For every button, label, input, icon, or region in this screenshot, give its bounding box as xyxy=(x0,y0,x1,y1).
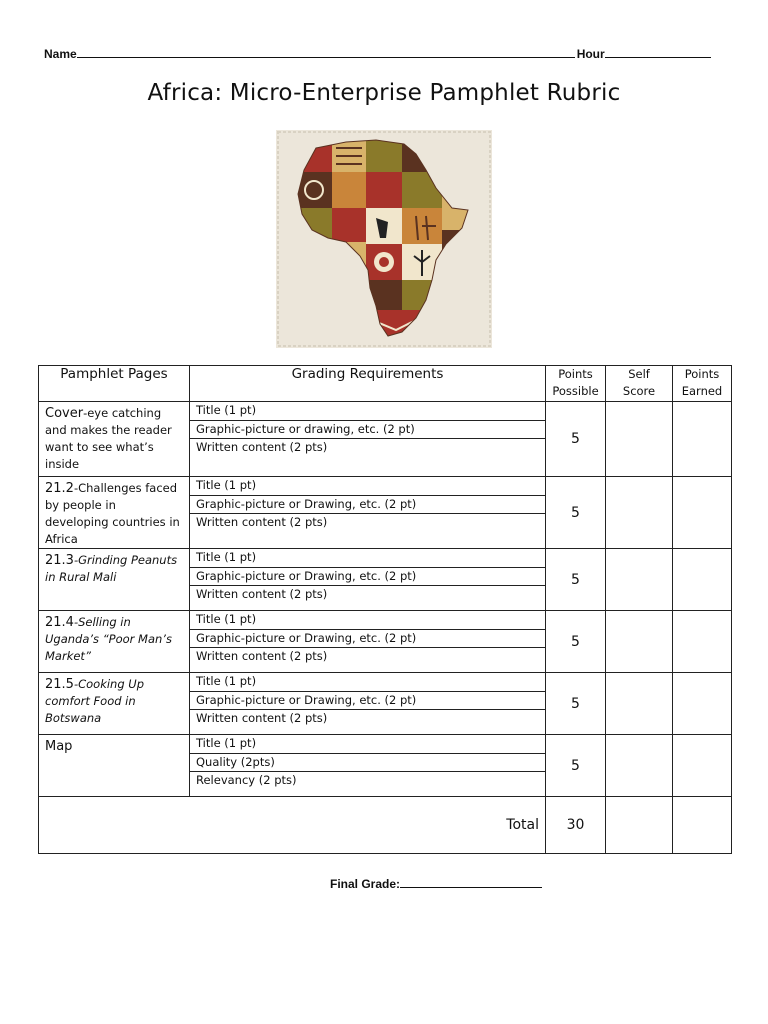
page-cell-21-4 xyxy=(39,611,190,673)
self-score-field[interactable] xyxy=(606,611,673,673)
requirement-item: Graphic-picture or Drawing, etc. (2 pt) xyxy=(190,692,545,711)
points-possible: 5 xyxy=(546,735,606,797)
points-earned-field[interactable] xyxy=(673,549,732,611)
requirements-cell xyxy=(190,402,546,477)
requirement-item: Written content (2 pts) xyxy=(196,587,328,601)
header-points-earned-line2: Earned xyxy=(681,384,723,398)
rubric-table xyxy=(38,365,732,854)
requirement-item: Relevancy (2 pts) xyxy=(196,773,297,787)
points-possible: 5 xyxy=(546,673,606,735)
self-score-field[interactable] xyxy=(606,735,673,797)
points-earned-field[interactable] xyxy=(673,673,732,735)
requirement-item: Title (1 pt) xyxy=(190,549,545,568)
self-score-field[interactable] xyxy=(606,549,673,611)
final-grade-field[interactable] xyxy=(400,876,542,888)
page-cell-21-3 xyxy=(39,549,190,611)
points-earned-field[interactable] xyxy=(673,477,732,549)
total-points: 30 xyxy=(546,797,606,854)
name-field[interactable] xyxy=(77,46,575,58)
header-points-possible-line1: Points xyxy=(558,367,593,381)
requirement-item: Graphic-picture or Drawing, etc. (2 pt) xyxy=(190,630,545,649)
requirement-item: Written content (2 pts) xyxy=(196,440,328,454)
requirement-item: Title (1 pt) xyxy=(190,735,545,754)
table-row xyxy=(39,735,732,797)
self-score-field[interactable] xyxy=(606,402,673,477)
requirement-item: Graphic-picture or Drawing, etc. (2 pt) xyxy=(190,568,545,587)
requirements-cell xyxy=(190,549,546,611)
page-description: -Cooking Up comfort Food in Botswana xyxy=(45,677,145,725)
page-description: -Selling in Uganda’s “Poor Man’s Market” xyxy=(45,615,172,663)
page-description: -Grinding Peanuts in Rural Mali xyxy=(45,553,178,584)
page-number: 21.5 xyxy=(45,677,74,692)
header-points-earned xyxy=(673,366,732,402)
points-earned-field[interactable] xyxy=(673,402,732,477)
header-pamphlet-pages: Pamphlet Pages xyxy=(39,366,190,402)
self-score-field[interactable] xyxy=(606,673,673,735)
page-cell-map xyxy=(39,735,190,797)
total-self-score-field[interactable] xyxy=(606,797,673,854)
points-possible: 5 xyxy=(546,549,606,611)
final-grade-label: Final Grade: xyxy=(330,877,401,891)
self-score-field[interactable] xyxy=(606,477,673,549)
points-possible: 5 xyxy=(546,611,606,673)
name-label: Name xyxy=(44,47,77,61)
points-possible: 5 xyxy=(546,402,606,477)
table-header-row xyxy=(39,366,732,402)
africa-map-icon xyxy=(276,130,492,348)
header-grading-requirements: Grading Requirements xyxy=(190,366,546,402)
hour-label: Hour xyxy=(576,47,605,61)
requirement-item: Title (1 pt) xyxy=(190,611,545,630)
requirement-item: Graphic-picture or Drawing, etc. (2 pt) xyxy=(190,496,545,515)
requirements-cell xyxy=(190,673,546,735)
requirement-item: Title (1 pt) xyxy=(190,477,545,496)
requirements-cell xyxy=(190,611,546,673)
page-cell-cover xyxy=(39,402,190,477)
requirements-cell xyxy=(190,477,546,549)
total-points-earned-field[interactable] xyxy=(673,797,732,854)
header-self-score-line2: Score xyxy=(622,384,656,398)
page-number: Cover xyxy=(45,406,84,421)
table-row xyxy=(39,611,732,673)
page-cell-21-5 xyxy=(39,673,190,735)
requirements-cell xyxy=(190,735,546,797)
final-grade xyxy=(330,876,542,891)
page-number: 21.3 xyxy=(45,553,74,568)
requirement-item: Quality (2pts) xyxy=(190,754,545,773)
total-label: Total xyxy=(39,797,546,854)
page-number: Map xyxy=(45,739,73,754)
page-number: 21.2 xyxy=(45,481,74,496)
header-points-earned-line1: Points xyxy=(684,367,720,381)
points-earned-field[interactable] xyxy=(673,735,732,797)
requirement-item: Written content (2 pts) xyxy=(196,711,328,725)
points-earned-field[interactable] xyxy=(673,611,732,673)
hour-field[interactable] xyxy=(605,46,711,58)
table-row xyxy=(39,673,732,735)
requirement-item: Title (1 pt) xyxy=(190,673,545,692)
header-self-score xyxy=(606,366,673,402)
points-possible: 5 xyxy=(546,477,606,549)
table-row xyxy=(39,549,732,611)
requirement-item: Graphic-picture or drawing, etc. (2 pt) xyxy=(190,421,545,440)
page-description: -Challenges faced by people in developing countries in Africa xyxy=(45,481,180,546)
requirement-item: Written content (2 pts) xyxy=(196,515,328,529)
page-description: -eye catching and makes the reader want to see what’s inside xyxy=(45,406,172,471)
header-self-score-line1: Self xyxy=(628,367,650,381)
page-title: Africa: Micro-Enterprise Pamphlet Rubric xyxy=(147,80,621,106)
student-header xyxy=(44,46,724,61)
requirement-item: Written content (2 pts) xyxy=(196,649,328,663)
requirement-item: Title (1 pt) xyxy=(190,402,545,421)
total-row xyxy=(39,797,732,854)
header-points-possible xyxy=(546,366,606,402)
page-cell-21-2 xyxy=(39,477,190,549)
header-points-possible-line2: Possible xyxy=(552,384,599,398)
africa-map-image xyxy=(276,130,492,348)
table-row xyxy=(39,402,732,477)
page-number: 21.4 xyxy=(45,615,74,630)
table-row xyxy=(39,477,732,549)
